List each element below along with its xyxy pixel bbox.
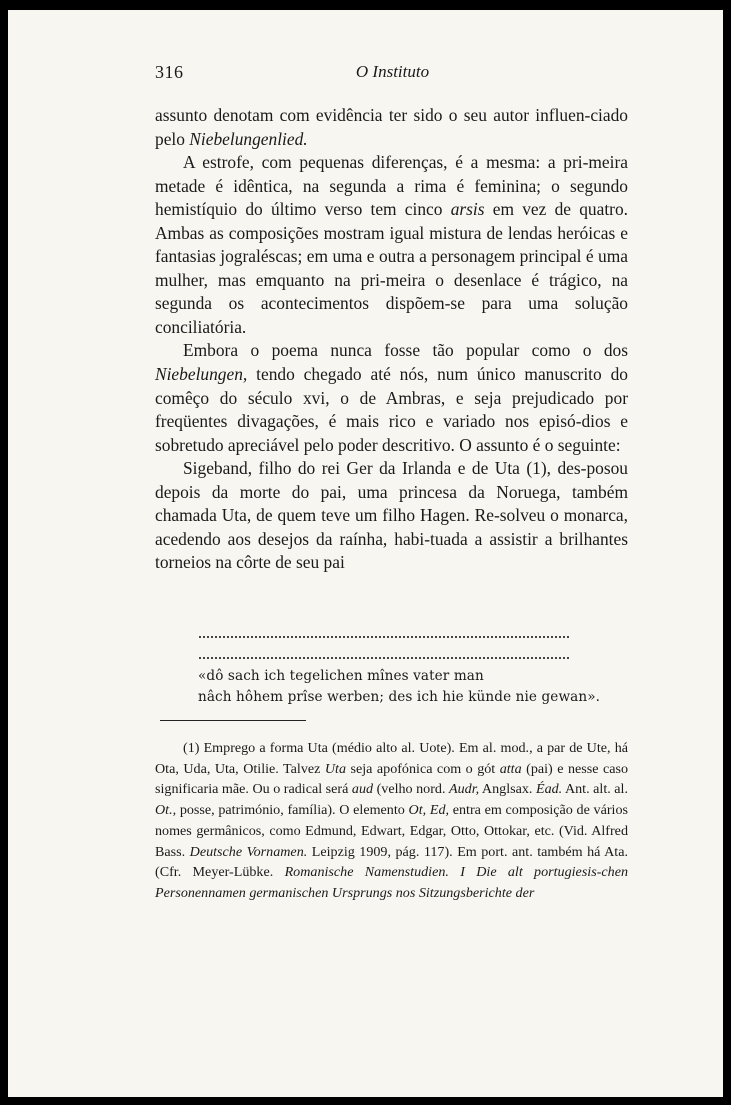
text-run: tendo chegado até nós, num único manuscrito do comêço do século xvi, o de Ambras, e seja prejudicado por freqüentes divagações, é mais rico e variado nos episó-dios e sobretudo apreciável pelo poder descritivo. O assunto é o seguinte:: [155, 364, 628, 455]
footnote-divider: [160, 720, 306, 721]
footnote-paragraph: [155, 738, 628, 904]
italic-term: Uta: [324, 760, 347, 777]
page-number: 316: [155, 62, 184, 82]
running-title: O Instituto: [355, 62, 430, 81]
text-run: assunto denotam com evidência ter sido o seu autor influen-ciado pelo: [155, 105, 628, 149]
text-run: seja apofónica com o gót: [346, 760, 500, 777]
text-run: Ant. alt. al.: [562, 781, 628, 798]
text-run: Leipzig 1909, pág. 117). Em port. ant. também há Ata. (Cfr. Meyer-Lübke.: [155, 843, 628, 881]
text-run: entra em composição de vários nomes germânicos, como Edmund, Edwart, Edgar, Otto, Ottokar, etc. (Vid. Alfred Bass.: [155, 802, 628, 860]
paragraph: [155, 339, 628, 457]
italic-term: Audr,: [449, 781, 480, 798]
text-run: em vez de quatro. Ambas as composições mostram igual mistura de lendas heróicas e fantasias jograléscas; em uma e outra a personagem principal é uma mulher, mas emquanto na pri-meira o desenlace é trágico, na segunda os acontecimentos dispõem-se para uma solução conciliatória.: [155, 199, 628, 337]
paragraph: [155, 151, 628, 339]
italic-term: Ot, Ed,: [408, 802, 450, 819]
italic-term: atta: [499, 760, 522, 777]
paragraph: [155, 104, 628, 151]
italic-term: aud: [351, 781, 374, 798]
verse-quote: [198, 666, 628, 708]
text-run: (pai) e nesse caso significaria mãe. Ou o radical será: [155, 760, 628, 798]
text-run: Sigeband, filho do rei Ger da Irlanda e de Uta (1), des-posou depois da morte do pai, uma princesa da Noruega, também chamada Uta, de quem teve um filho Hagen. Re-solveu o monarca, acedendo aos desejos da raínha, habi-tuada a assistir a brilhantes torneios na côrte de seu pai: [155, 458, 628, 573]
ellipsis-line: [199, 634, 569, 638]
italic-term: Éad.: [535, 781, 563, 798]
paragraph: [155, 457, 628, 575]
text-run: Embora o poema nunca fosse tão popular como o dos: [183, 340, 628, 361]
text-run: Anglsax.: [479, 781, 536, 798]
verse-line: «dô sach ich tegelichen mînes vater man: [198, 668, 484, 684]
italic-term: Ot.,: [155, 802, 177, 819]
verse-line: nâch hôhem prîse werben; des ich hie künde nie gewan».: [198, 689, 601, 705]
italic-term: Niebelungenlied.: [189, 128, 308, 149]
text-run: A estrofe, com pequenas diferenças, é a mesma: a pri-meira metade é idêntica, na segunda a rima é feminina; o segundo hemistíquio do último verso tem cinco: [155, 152, 628, 220]
text-run: (1) Emprego a forma Uta (médio alto al. Uote). Em al. mod., a par de Ute, há Ota, Uda, Uta, Otilie. Talvez: [155, 740, 628, 777]
italic-term: Niebelungen,: [155, 364, 248, 385]
body-text: [155, 104, 628, 575]
text-run: (velho nord.: [373, 781, 450, 798]
ellipsis-line: [199, 655, 569, 659]
italic-term: Romanische Namenstudien. I Die alt portugiesis-chen Personennamen germanischen Ursprungs nos Sitzungsberichte der: [155, 864, 628, 901]
italic-term: arsis: [450, 199, 485, 220]
text-run: posse, património, família). O elemento: [176, 802, 409, 819]
page-header: [155, 62, 630, 88]
italic-term: Deutsche Vornamen.: [189, 843, 308, 860]
footnote: [155, 738, 628, 904]
